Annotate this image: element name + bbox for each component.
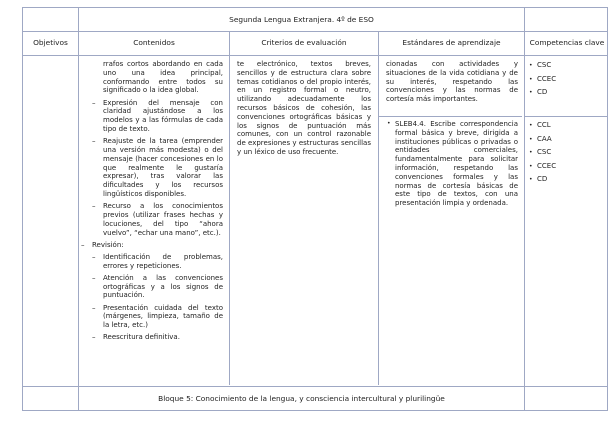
competencia-badge: • CSC [528,59,606,73]
contenidos-item: – Recurso a los conocimientos previos (utilizar frases hechas y locuciones, del tipo “ahora vuelvo”, “echar una mano”, etc.). [89,202,223,237]
header-contenidos: Contenidos [133,38,175,47]
competencia-badge: • CD [528,173,606,187]
competencias-group-2 [528,119,606,187]
competencia-badge: • CAA [528,133,606,147]
competencia-badge: • CCL [528,119,606,133]
contenidos-item: – Expresión del mensaje con claridad ajustándose a los modelos y a las fórmulas de cada tipo de texto. [89,99,223,134]
column-divider [78,8,79,410]
column-divider [229,31,230,385]
contenidos-item: – Presentación cuidada del texto (márgenes, limpieza, tamaño de la letra, etc.) [89,304,223,330]
row-divider [23,31,607,32]
estandar-divider [379,116,522,117]
header-competencias: Competencias clave [529,38,605,47]
competencia-badge: • CSC [528,146,606,160]
revision-heading: – Revisión: [78,241,223,250]
estandares-cell-2 [386,120,518,210]
contenidos-item: – Reescritura definitiva. [89,333,223,342]
estandares-cell-1: cionadas con actividades y situaciones de la vida cotidiana y de su interés, respetando las convenciones y las normas de cortesía más importantes. [386,60,518,104]
contenidos-item: – Atención a las convenciones ortográficas y a los signos de puntuación. [89,274,223,300]
competencia-badge: • CD [528,86,606,100]
contenidos-lead: rrafos cortos abordando en cada uno una idea principal, conformando entre todos su significado o la idea global. [103,60,223,95]
row-divider [23,55,607,56]
column-divider [524,8,525,410]
contenidos-item: – Reajuste de la tarea (emprender una versión más modesta) o del mensaje (hacer concesiones en lo que realmente le gustaría expresar), tras valorar las dificultades y los recursos lingüísticos disponibles. [89,137,223,199]
curriculum-table [22,7,608,411]
table-title: Segunda Lengua Extranjera. 4º de ESO [229,15,374,24]
competencias-group-1 [528,59,606,100]
header-criterios: Criterios de evaluación [261,38,347,47]
contenidos-cell [87,60,223,346]
contenidos-item: – Identificación de problemas, errores y repeticiones. [89,253,223,271]
header-estandares: Estándares de aprendizaje [402,38,501,47]
column-divider [378,31,379,385]
criterios-cell: te electrónico, textos breves, sencillos y de estructura clara sobre temas cotidianos o del propio interés, en un registro formal o neutro, utilizando adecuadamente los recursos básicos de cohesión, las convenciones ortográficas básicas y los signos de puntuación más comunes, con un control razonable de expresiones y estructuras sencillas y un léxico de uso frecuente. [237,60,371,156]
estandar-bullet: • SLEB4.4. Escribe correspondencia formal básica y breve, dirigida a instituciones públicas o privadas o entidades comerciales, fundamentalmente para solicitar información, respetando las convenciones formales y las normas de cortesía básicas de este tipo de textos, con una presentación limpia y ordenada. [386,120,518,208]
header-objetivos: Objetivos [33,38,68,47]
competencia-badge: • CCEC [528,160,606,174]
row-divider [23,386,607,387]
bloque-heading: Bloque 5: Conocimiento de la lengua, y consciencia intercultural y plurilingüe [158,394,445,403]
competencias-divider [525,116,607,117]
competencia-badge: • CCEC [528,73,606,87]
